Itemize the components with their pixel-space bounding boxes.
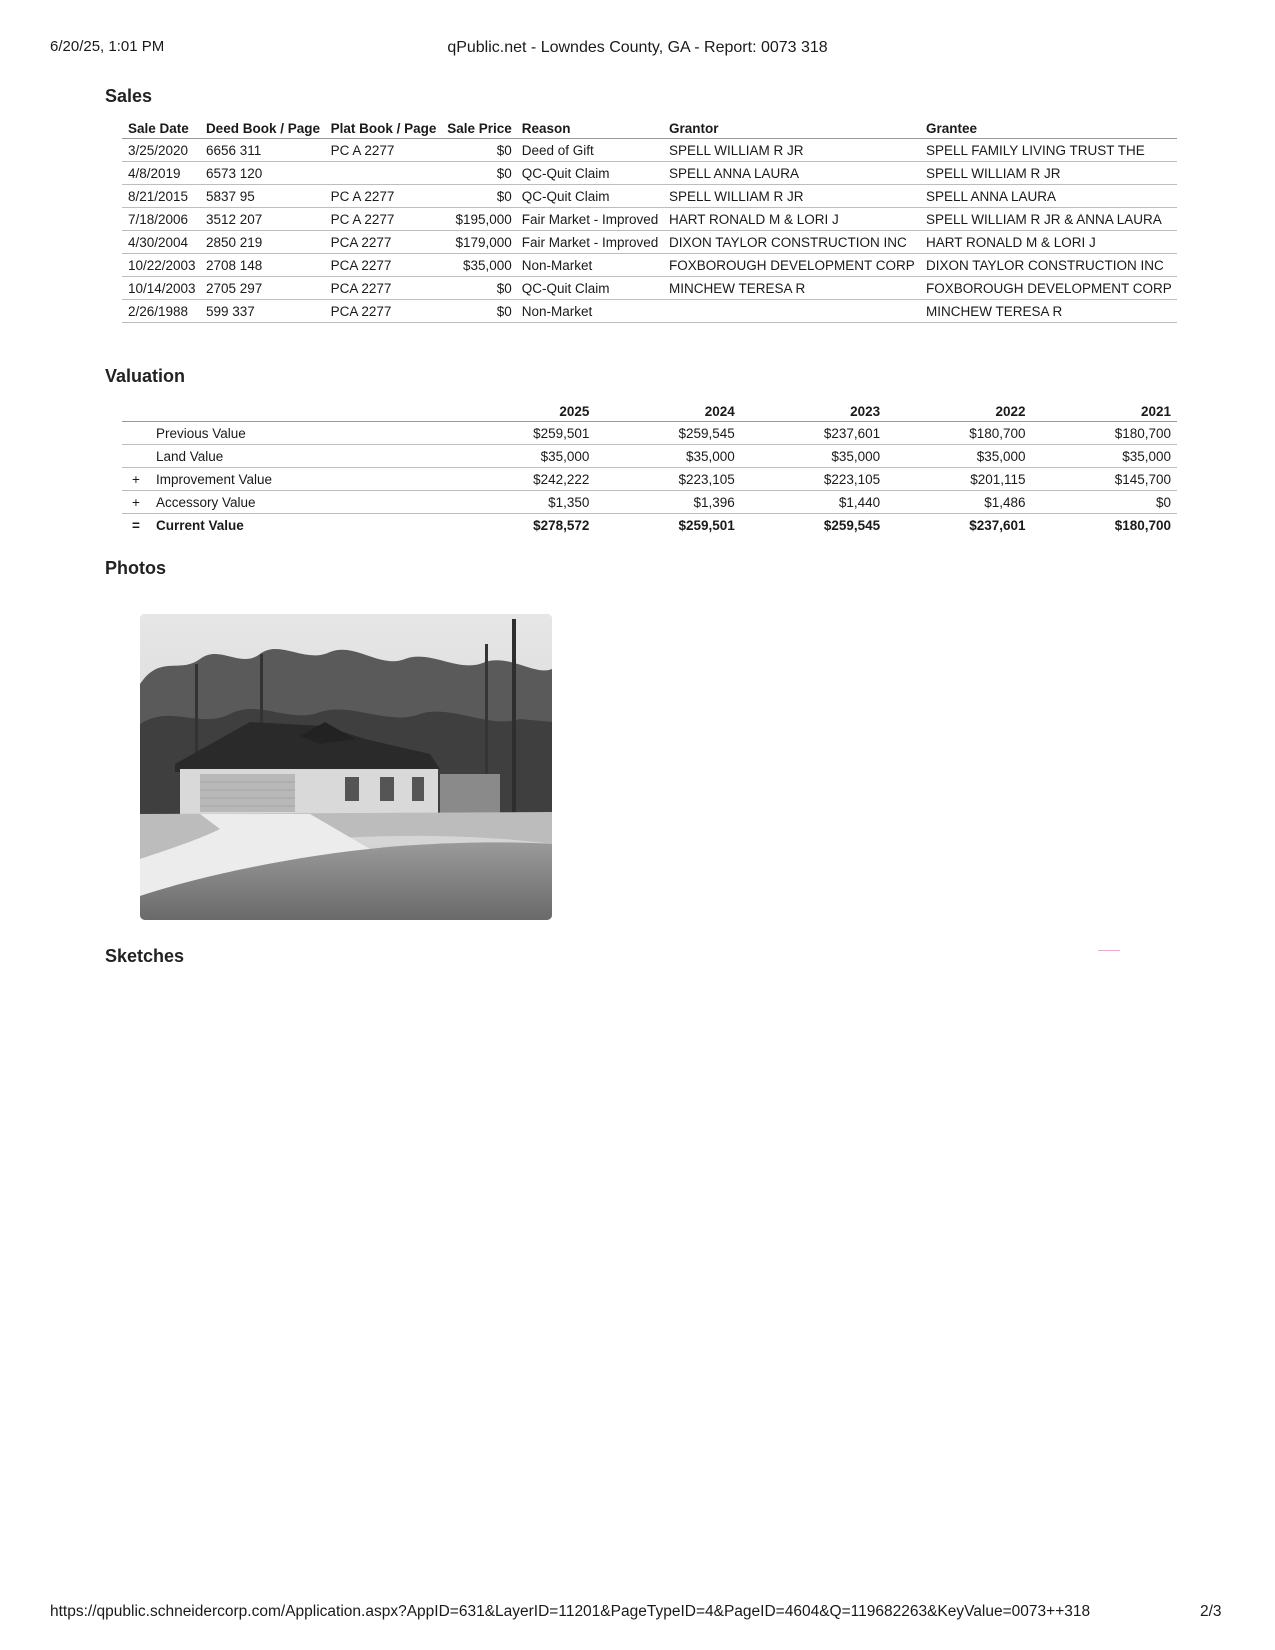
valuation-year-2021: 2021 — [1032, 400, 1177, 422]
valuation-value-2021: $145,700 — [1032, 468, 1177, 491]
sales-cell-grantor: SPELL ANNA LAURA — [663, 162, 920, 185]
valuation-value-2024: $35,000 — [595, 445, 740, 468]
valuation-value-2025: $278,572 — [533, 518, 590, 533]
valuation-value-2023: $237,601 — [741, 422, 886, 445]
sales-cell-plat-book: PCA 2277 — [325, 254, 441, 277]
print-timestamp: 6/20/25, 1:01 PM — [50, 38, 165, 55]
stray-mark — [1098, 950, 1120, 951]
valuation-value-2021: $180,700 — [1032, 422, 1177, 445]
sales-cell-grantee: SPELL WILLIAM R JR — [920, 162, 1177, 185]
sales-cell-grantor: HART RONALD M & LORI J — [663, 208, 920, 231]
sales-cell-sale-price: $179,000 — [441, 231, 516, 254]
valuation-value-2023: $1,440 — [741, 491, 886, 514]
valuation-operator — [122, 445, 150, 468]
sales-row — [122, 231, 1177, 254]
valuation-value-2022: $237,601 — [969, 518, 1026, 533]
sales-cell-plat-book: PCA 2277 — [325, 277, 441, 300]
valuation-value-2021: $35,000 — [1032, 445, 1177, 468]
sales-cell-plat-book: PC A 2277 — [325, 139, 441, 162]
valuation-value-2023: $223,105 — [741, 468, 886, 491]
sales-cell-deed-book: 2708 148 — [200, 254, 325, 277]
valuation-value-2025: $259,501 — [450, 422, 595, 445]
valuation-value-2021: $0 — [1032, 491, 1177, 514]
valuation-value-2023: $259,545 — [823, 518, 881, 533]
valuation-year-2024: 2024 — [595, 400, 740, 422]
valuation-header-row — [122, 400, 1177, 422]
sales-cell-sale-price: $0 — [441, 300, 516, 323]
sales-cell-grantee: DIXON TAYLOR CONSTRUCTION INC — [920, 254, 1177, 277]
sales-cell-sale-date: 7/18/2006 — [122, 208, 200, 231]
sales-cell-reason: QC-Quit Claim — [516, 162, 663, 185]
sales-cell-deed-book: 6573 120 — [200, 162, 325, 185]
sales-cell-sale-date: 4/30/2004 — [122, 231, 200, 254]
valuation-value-2022: $35,000 — [886, 445, 1031, 468]
sales-cell-sale-date: 2/26/1988 — [122, 300, 200, 323]
valuation-value-2025: $242,222 — [450, 468, 595, 491]
sales-cell-grantee: SPELL WILLIAM R JR & ANNA LAURA — [920, 208, 1177, 231]
sales-row — [122, 139, 1177, 162]
sales-cell-grantor: SPELL WILLIAM R JR — [663, 139, 920, 162]
sales-cell-grantee: MINCHEW TERESA R — [920, 300, 1177, 323]
sales-cell-plat-book: PCA 2277 — [325, 300, 441, 323]
sales-cell-deed-book: 2705 297 — [200, 277, 325, 300]
print-page-title: qPublic.net - Lowndes County, GA - Report: 0073 318 — [447, 39, 828, 56]
valuation-row — [122, 491, 1177, 514]
sales-cell-sale-price: $195,000 — [441, 208, 516, 231]
valuation-year-2023: 2023 — [741, 400, 886, 422]
valuation-row — [122, 422, 1177, 445]
valuation-label: Improvement Value — [150, 468, 450, 491]
sales-col-deed-book: Deed Book / Page — [200, 117, 325, 139]
sales-cell-plat-book: PC A 2277 — [325, 185, 441, 208]
valuation-value-2022: $180,700 — [886, 422, 1031, 445]
valuation-row — [122, 468, 1177, 491]
sales-cell-sale-date: 10/22/2003 — [122, 254, 200, 277]
sketches-section-title: Sketches — [105, 946, 185, 966]
valuation-value-2025: $1,350 — [450, 491, 595, 514]
sales-cell-deed-book: 3512 207 — [200, 208, 325, 231]
sales-row — [122, 300, 1177, 323]
sales-cell-reason: QC-Quit Claim — [516, 277, 663, 300]
sales-row — [122, 162, 1177, 185]
sales-cell-grantor: FOXBOROUGH DEVELOPMENT CORP — [663, 254, 920, 277]
valuation-operator: + — [122, 468, 150, 491]
sales-cell-plat-book: PC A 2277 — [325, 208, 441, 231]
valuation-value-2022: $1,486 — [886, 491, 1031, 514]
valuation-label: Current Value — [156, 518, 244, 533]
sales-cell-reason: Non-Market — [516, 254, 663, 277]
sales-cell-grantee: HART RONALD M & LORI J — [920, 231, 1177, 254]
sales-cell-deed-book: 2850 219 — [200, 231, 325, 254]
sales-cell-plat-book — [325, 162, 441, 185]
valuation-value-2023: $35,000 — [741, 445, 886, 468]
sales-cell-reason: Deed of Gift — [516, 139, 663, 162]
valuation-label: Previous Value — [150, 422, 450, 445]
sales-cell-grantor: MINCHEW TERESA R — [663, 277, 920, 300]
sales-cell-reason: Fair Market - Improved — [516, 208, 663, 231]
sales-cell-sale-price: $0 — [441, 277, 516, 300]
valuation-label: Accessory Value — [150, 491, 450, 514]
valuation-value-2025: $35,000 — [450, 445, 595, 468]
sales-cell-deed-book: 5837 95 — [200, 185, 325, 208]
photos-section-title: Photos — [105, 558, 166, 578]
sales-cell-grantee: FOXBOROUGH DEVELOPMENT CORP — [920, 277, 1177, 300]
sales-cell-deed-book: 599 337 — [200, 300, 325, 323]
sales-cell-grantor — [663, 300, 920, 323]
sales-cell-grantee: SPELL FAMILY LIVING TRUST THE — [920, 139, 1177, 162]
sales-row — [122, 277, 1177, 300]
valuation-operator: + — [122, 491, 150, 514]
sales-cell-sale-price: $35,000 — [441, 254, 516, 277]
valuation-value-2024: $259,501 — [678, 518, 735, 533]
valuation-section-title: Valuation — [105, 366, 186, 386]
valuation-label: Land Value — [150, 445, 450, 468]
valuation-label-header — [150, 400, 450, 422]
sales-cell-plat-book: PCA 2277 — [325, 231, 441, 254]
valuation-operator: = — [132, 518, 140, 533]
sales-col-grantee: Grantee — [920, 117, 1177, 139]
sales-col-plat-book: Plat Book / Page — [325, 117, 441, 139]
sales-cell-reason: QC-Quit Claim — [516, 185, 663, 208]
valuation-year-2025: 2025 — [450, 400, 595, 422]
sales-table — [122, 117, 1177, 323]
sales-cell-deed-book: 6656 311 — [200, 139, 325, 162]
sales-col-grantor: Grantor — [663, 117, 920, 139]
print-footer-url: https://qpublic.schneidercorp.com/Application.aspx?AppID=631&LayerID=11201&PageTypeID=4&PageID=4604&Q=119682263&KeyValue=0073++318 — [50, 1603, 1091, 1620]
sales-row — [122, 254, 1177, 277]
sales-cell-sale-date: 10/14/2003 — [122, 277, 200, 300]
sales-row — [122, 185, 1177, 208]
valuation-value-2022: $201,115 — [886, 468, 1031, 491]
valuation-value-2024: $259,545 — [595, 422, 740, 445]
sales-row — [122, 208, 1177, 231]
property-photo[interactable] — [140, 614, 552, 920]
sales-cell-sale-price: $0 — [441, 162, 516, 185]
valuation-row — [122, 445, 1177, 468]
valuation-table — [122, 400, 1177, 536]
sales-cell-reason: Non-Market — [516, 300, 663, 323]
sales-cell-sale-date: 8/21/2015 — [122, 185, 200, 208]
sales-cell-sale-price: $0 — [441, 185, 516, 208]
sales-col-sale-price: Sale Price — [441, 117, 516, 139]
print-page-number: 2/3 — [1200, 1603, 1222, 1620]
sales-cell-grantee: SPELL ANNA LAURA — [920, 185, 1177, 208]
valuation-value-2024: $1,396 — [595, 491, 740, 514]
valuation-operator — [122, 422, 150, 445]
sales-cell-sale-price: $0 — [441, 139, 516, 162]
valuation-value-2024: $223,105 — [595, 468, 740, 491]
valuation-value-2021: $180,700 — [1114, 518, 1171, 533]
sales-col-sale-date: Sale Date — [122, 117, 200, 139]
valuation-year-2022: 2022 — [886, 400, 1031, 422]
sales-cell-sale-date: 3/25/2020 — [122, 139, 200, 162]
sales-cell-grantor: DIXON TAYLOR CONSTRUCTION INC — [663, 231, 920, 254]
sales-header-row — [122, 117, 1177, 139]
house-photo-image — [140, 614, 552, 920]
sales-cell-grantor: SPELL WILLIAM R JR — [663, 185, 920, 208]
sales-section-title: Sales — [105, 86, 153, 106]
sales-col-reason: Reason — [516, 117, 663, 139]
sales-cell-reason: Fair Market - Improved — [516, 231, 663, 254]
sales-cell-sale-date: 4/8/2019 — [122, 162, 200, 185]
valuation-op-header — [122, 400, 150, 422]
valuation-row — [122, 514, 1177, 537]
